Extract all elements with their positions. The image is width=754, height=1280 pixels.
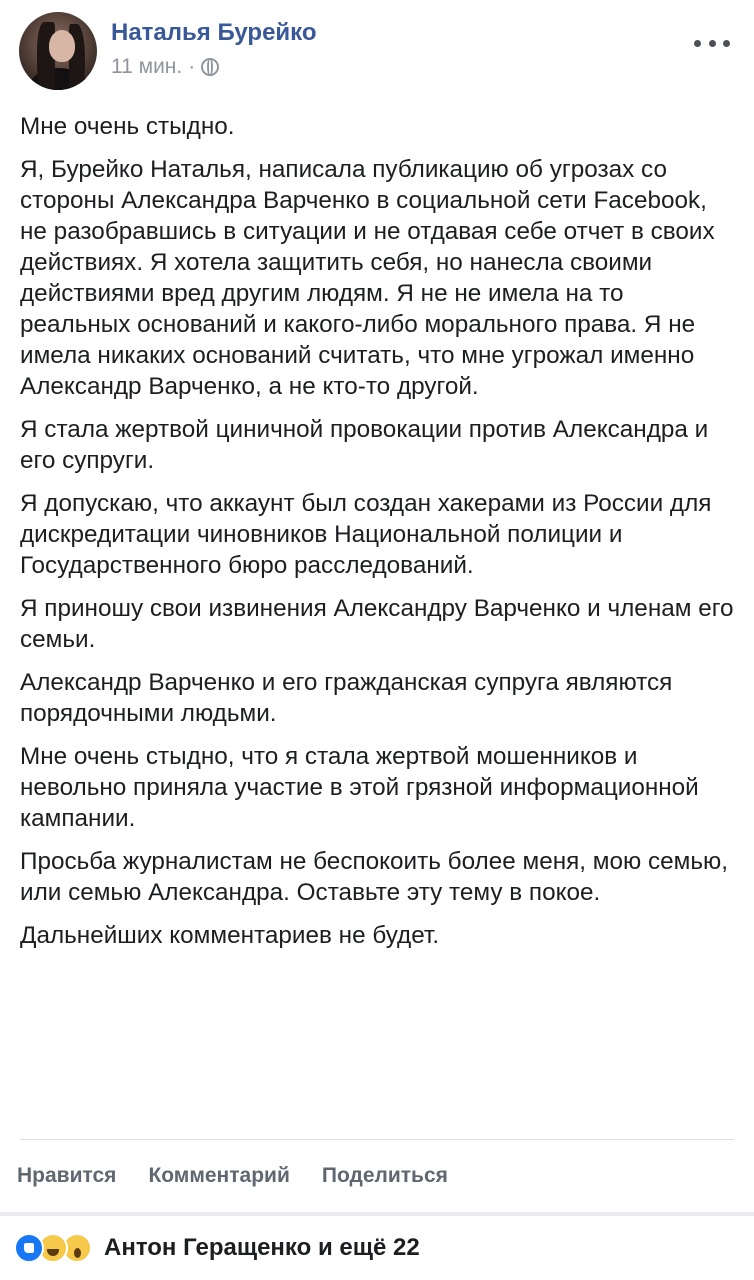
paragraph: Мне очень стыдно.: [20, 113, 235, 140]
post-meta: [111, 54, 219, 80]
avatar[interactable]: [19, 12, 97, 90]
reactions-summary[interactable]: Антон Геращенко и ещё 22: [104, 1234, 420, 1261]
post-time[interactable]: 11 мин.: [111, 55, 183, 78]
more-options-icon[interactable]: [694, 38, 730, 48]
paragraph: Александр Варченко и его гражданская супруга являются порядочными людьми.: [20, 669, 673, 727]
like-button[interactable]: Нравится: [17, 1164, 117, 1187]
globe-icon: [201, 58, 219, 76]
paragraph: Я, Бурейко Наталья, написала публикацию об угрозах со стороны Александра Варченко в социальной сети Facebook, не разобравшись в ситуации и не отдавая себе отчет в своих действиях. Я хотела защитить себя, но нанесла своими действиями вред другим людям. Я не не имела на то реальных оснований и какого-либо морального права. Я не имела никаких оснований считать, что мне угрожал именно Александр Варченко, а не кто-то другой.: [20, 156, 715, 400]
share-button[interactable]: Поделиться: [321, 1164, 448, 1187]
paragraph: Дальнейших комментариев не будет.: [20, 922, 440, 949]
post-body: [20, 111, 740, 963]
paragraph: Я стала жертвой циничной провокации против Александра и его супруги.: [20, 416, 709, 474]
author-name[interactable]: Наталья Бурейко: [111, 19, 317, 46]
paragraph: Я приношу свои извинения Александру Варченко и членам его семьи.: [20, 595, 734, 653]
divider: [20, 1139, 734, 1140]
section-separator: [0, 1212, 754, 1216]
paragraph: Я допускаю, что аккаунт был создан хакерами из России для дискредитации чиновников Национальной полиции и Государственного бюро расследований.: [20, 490, 712, 579]
paragraph: Просьба журналистам не беспокоить более меня, мою семью, или семью Александра. Оставьте эту тему в покое.: [20, 848, 728, 906]
like-reaction-icon: [14, 1233, 44, 1263]
reactions-bar[interactable]: [14, 1230, 420, 1266]
post-actions: [17, 1160, 448, 1192]
post-header: [0, 0, 754, 100]
meta-separator: ·: [188, 55, 196, 78]
comment-button[interactable]: Комментарий: [148, 1164, 290, 1187]
paragraph: Мне очень стыдно, что я стала жертвой мошенников и невольно приняла участие в этой грязной информационной кампании.: [20, 743, 699, 832]
